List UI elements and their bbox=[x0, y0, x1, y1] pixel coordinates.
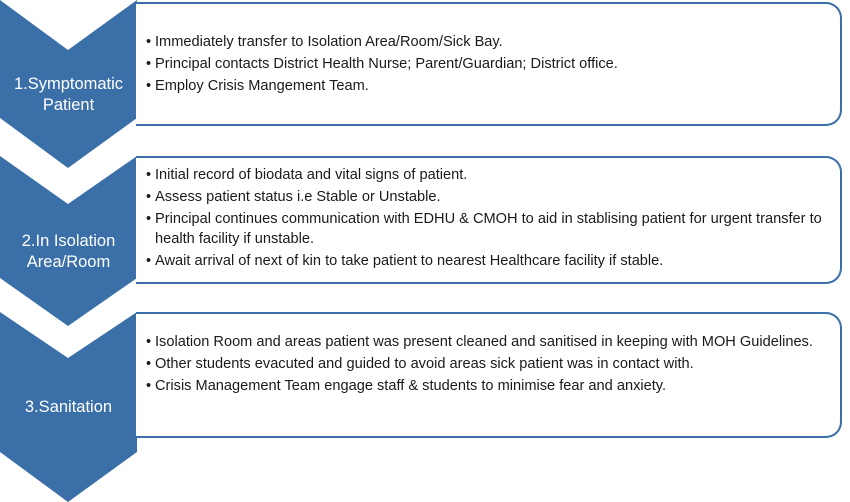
step-3-bullet-3: • Crisis Management Team engage staff & students to minimise fear and anxiety. bbox=[146, 376, 834, 396]
step-1-box bbox=[136, 2, 842, 126]
step-1-label bbox=[0, 74, 137, 116]
step-2-bullet-3: • Principal continues communication with EDHU & CMOH to aid in stablising patient for urgent transfer to health facility if unstable. bbox=[146, 209, 834, 249]
step-2-label-line-1: 2.In Isolation bbox=[21, 232, 116, 250]
step-2-bullet-1: • Initial record of biodata and vital signs of patient. bbox=[146, 165, 834, 185]
step-3-bullet-2: • Other students evacuted and guided to avoid areas sick patient was in contact with. bbox=[146, 354, 834, 374]
step-2-bullets bbox=[146, 165, 834, 273]
step-3-bullet-1: • Isolation Room and areas patient was present cleaned and sanitised in keeping with MOH Guidelines. bbox=[146, 332, 834, 352]
step-2-bullet-2: • Assess patient status i.e Stable or Unstable. bbox=[146, 187, 834, 207]
step-3-label bbox=[0, 397, 137, 418]
step-1-bullet-2: • Principal contacts District Health Nurse; Parent/Guardian; District office. bbox=[146, 54, 834, 74]
step-1-bullet-1: • Immediately transfer to Isolation Area/Room/Sick Bay. bbox=[146, 32, 834, 52]
step-3-box bbox=[136, 312, 842, 438]
step-2-box bbox=[136, 156, 842, 284]
step-3-label-line-1: 3.Sanitation bbox=[24, 398, 113, 416]
step-1-label-line-1: 1.Symptomatic bbox=[13, 75, 124, 93]
step-2-label bbox=[0, 231, 137, 273]
step-2-bullet-4: • Await arrival of next of kin to take patient to nearest Healthcare facility if stable. bbox=[146, 251, 834, 271]
step-1-bullets bbox=[146, 32, 834, 98]
step-3-bullets bbox=[146, 332, 834, 398]
step-2-label-line-2: Area/Room bbox=[26, 253, 111, 271]
step-1-bullet-3: • Employ Crisis Mangement Team. bbox=[146, 76, 834, 96]
step-1-label-line-2: Patient bbox=[42, 96, 95, 114]
